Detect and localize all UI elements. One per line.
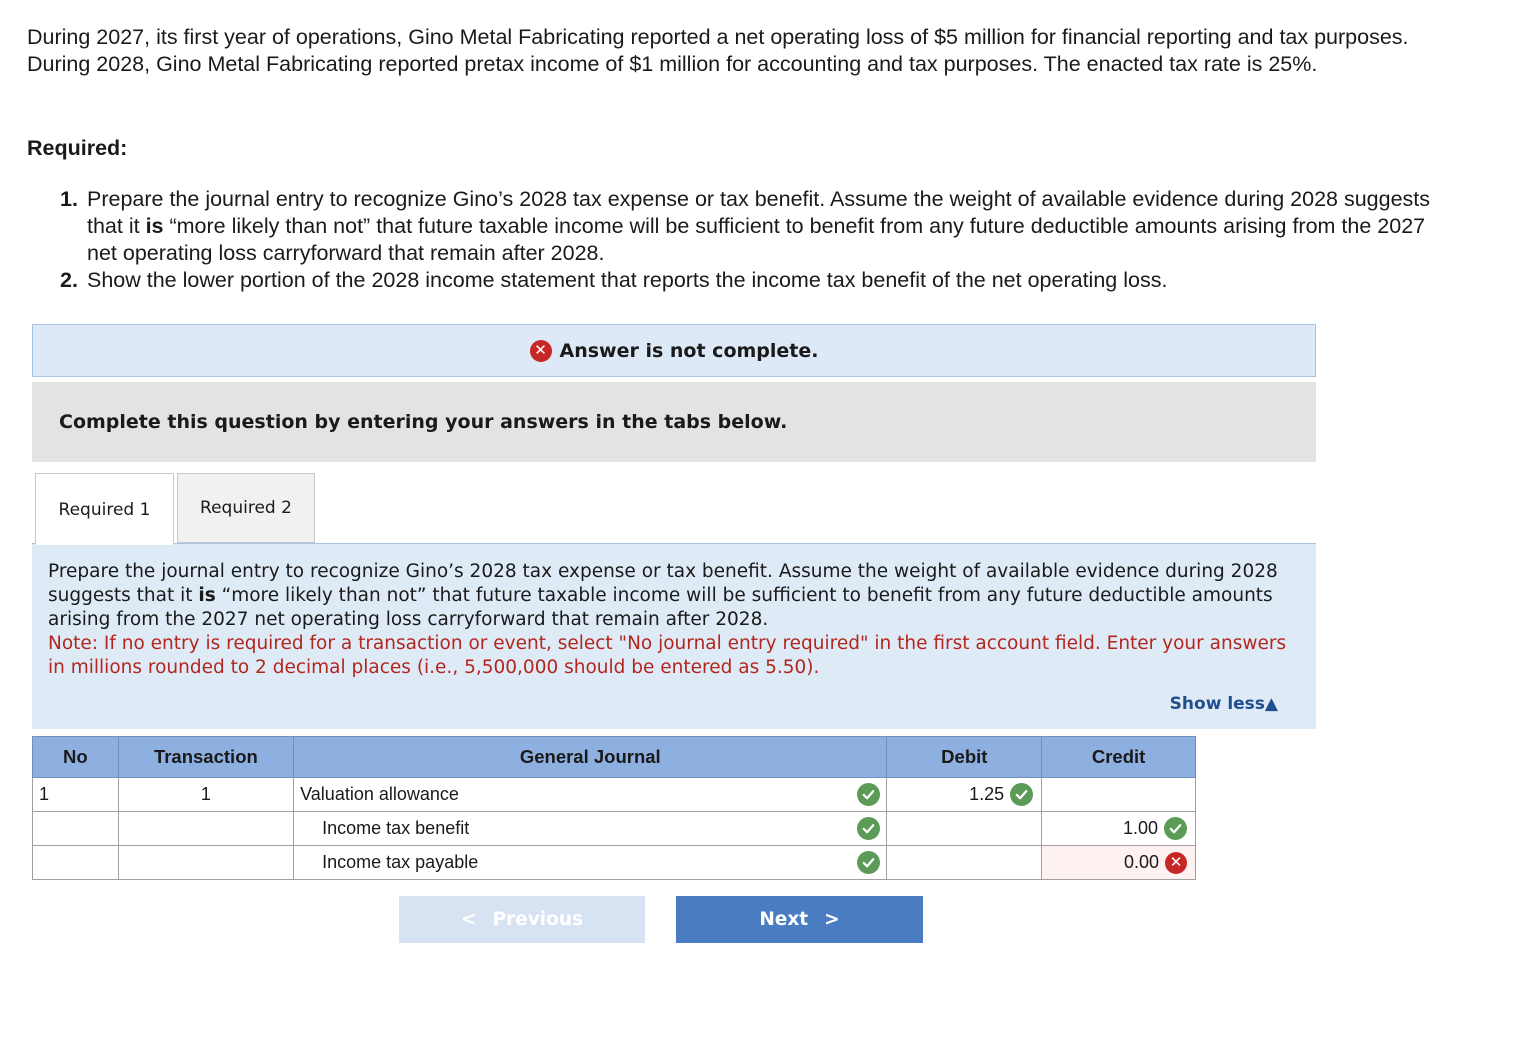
row-1-no: 1: [33, 778, 119, 812]
row-3-debit-cell[interactable]: [887, 846, 1042, 880]
previous-label: Previous: [492, 909, 584, 930]
answer-status-banner: [32, 324, 1316, 377]
row-3-transaction: [118, 846, 293, 880]
requirement-2-number: 2.: [60, 268, 78, 292]
chevron-left-icon: <: [460, 909, 477, 930]
next-label: Next: [759, 909, 809, 930]
problem-intro: During 2027, its first year of operations, Gino Metal Fabricating reported a net operating loss of $5 million for financial reporting and tax purposes. During 2028, Gino Metal Fabricating reported pretax income of $1 million for accounting and tax purposes. The enacted tax rate is 25%.: [27, 25, 1409, 76]
tab-required-1[interactable]: Required 1: [35, 473, 174, 545]
row-3-no: [33, 846, 119, 880]
row-2-credit-cell[interactable]: [1042, 812, 1196, 846]
row-1-account-cell[interactable]: [294, 778, 887, 812]
journal-table: [32, 736, 1196, 880]
header-transaction: Transaction: [118, 737, 293, 778]
row-2-debit-cell[interactable]: [887, 812, 1042, 846]
check-circle-icon: [857, 783, 880, 806]
journal-header-row: [33, 737, 1196, 778]
row-1-debit-cell[interactable]: [887, 778, 1042, 812]
row-2-account-cell[interactable]: [294, 812, 887, 846]
header-credit: Credit: [1042, 737, 1196, 778]
instructions-bar: Complete this question by entering your answers in the tabs below.: [32, 382, 1316, 462]
check-circle-icon: [857, 817, 880, 840]
requirement-1: [60, 186, 1440, 267]
x-circle-icon: ✕: [1165, 852, 1187, 874]
answer-status-text: Answer is not complete.: [559, 339, 819, 362]
requirement-1-bold: is: [145, 214, 164, 238]
row-1-account[interactable]: Valuation allowance: [300, 784, 459, 804]
requirement-1-text-post: “more likely than not” that future taxable income will be sufficient to benefit from any future deductible amounts arising from the 2027 net operating loss carryforward that remain after 2028.: [87, 214, 1426, 265]
tab-required-2[interactable]: Required 2: [177, 473, 315, 543]
panel-prompt-bold: is: [198, 585, 216, 606]
table-row: [33, 778, 1196, 812]
show-less-label: Show less: [1169, 694, 1265, 714]
table-row: [33, 812, 1196, 846]
required-heading: Required:: [27, 136, 128, 160]
header-no: No: [33, 737, 119, 778]
previous-button[interactable]: [399, 896, 645, 943]
row-3-account-cell[interactable]: [294, 846, 887, 880]
check-circle-icon: [1164, 817, 1187, 840]
row-2-transaction: [118, 812, 293, 846]
row-1-transaction: 1: [118, 778, 293, 812]
row-2-account[interactable]: Income tax benefit: [322, 818, 470, 838]
panel-note: Note: If no entry is required for a transaction or event, select "No journal entry required" in the first account field. Enter your answers in millions rounded to 2 decimal places (i.e., 5,500,000 should be entered as 5.50).: [48, 633, 1287, 678]
header-debit: Debit: [887, 737, 1042, 778]
requirement-2: [60, 267, 1440, 294]
row-3-credit-cell[interactable]: [1042, 846, 1196, 880]
panel-prompt-pre: Prepare the journal entry to recognize Gino’s 2028 tax expense or tax benefit. Assume the weight of available evidence during 2028 suggests that it: [48, 561, 1278, 606]
panel-prompt-post: “more likely than not” that future taxable income will be sufficient to benefit from any future deductible amounts arising from the 2027 net operating loss carryforward that remain after 2028.: [48, 585, 1273, 630]
row-2-no: [33, 812, 119, 846]
chevron-right-icon: >: [824, 909, 840, 930]
table-row: [33, 846, 1196, 880]
panel-prompt: [48, 560, 1300, 632]
triangle-up-icon: ▲: [1264, 694, 1278, 714]
row-1-debit[interactable]: 1.25: [969, 784, 1005, 804]
requirements-list: [60, 186, 1440, 294]
row-1-credit-cell[interactable]: [1042, 778, 1196, 812]
row-3-credit[interactable]: 0.00: [1123, 852, 1159, 872]
next-button[interactable]: [676, 896, 923, 943]
row-3-account[interactable]: Income tax payable: [322, 852, 479, 872]
requirement-1-text-pre: Prepare the journal entry to recognize Gino’s 2028 tax expense or tax benefit. Assume the weight of available evidence during 2028 suggests that it: [87, 187, 1431, 238]
show-less-link[interactable]: [1170, 692, 1278, 716]
requirement-1-number: 1.: [60, 187, 78, 211]
check-circle-icon: [857, 851, 880, 874]
requirement-2-text: Show the lower portion of the 2028 income statement that reports the income tax benefit of the net operating loss.: [87, 268, 1168, 292]
question-panel: [32, 543, 1316, 729]
check-circle-icon: [1010, 783, 1033, 806]
x-circle-icon: ✕: [530, 340, 552, 362]
header-general-journal: General Journal: [294, 737, 887, 778]
row-2-credit[interactable]: 1.00: [1122, 818, 1158, 838]
